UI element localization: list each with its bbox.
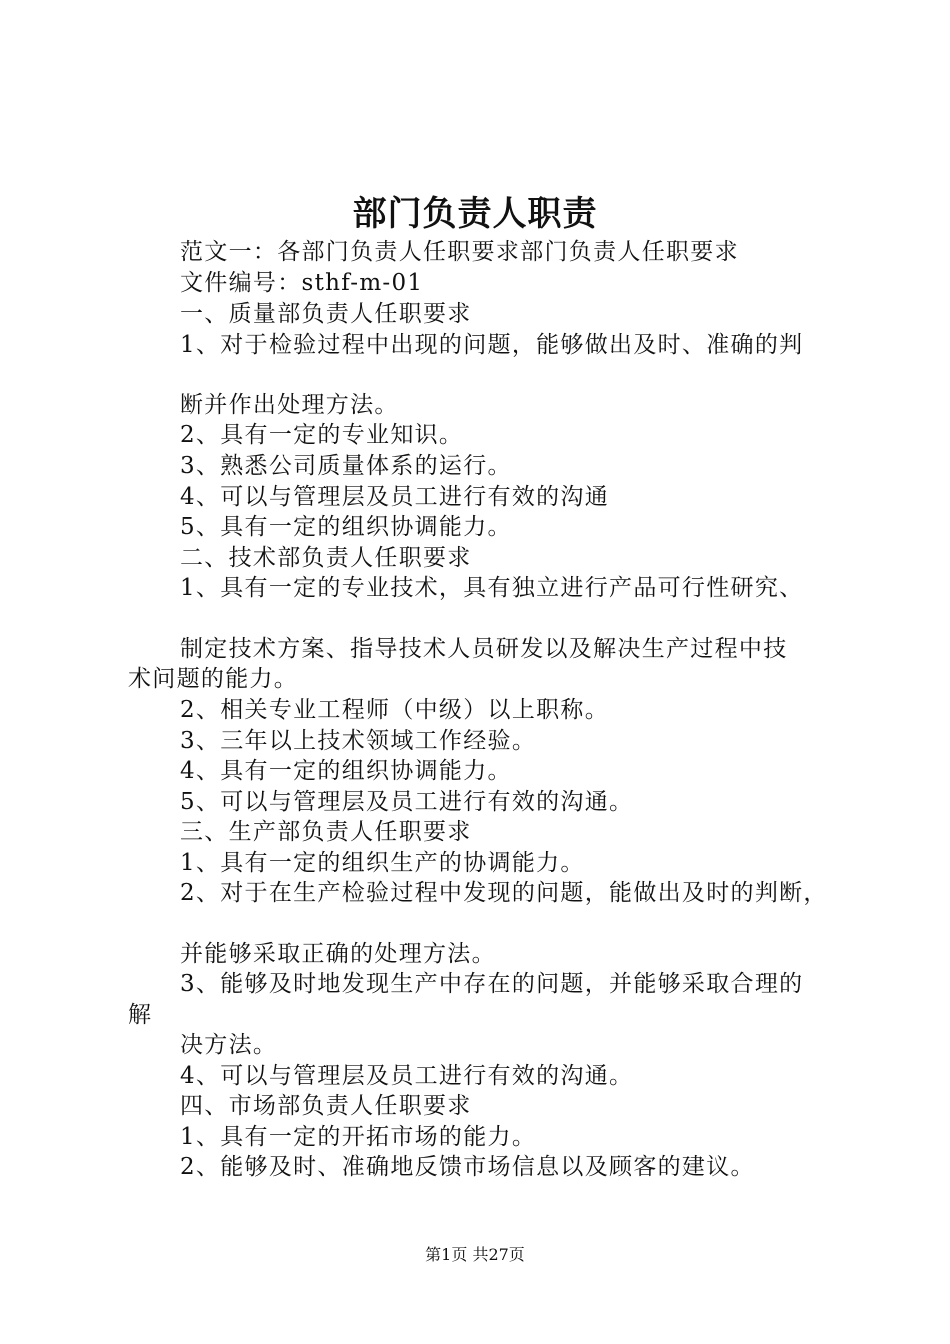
body-line: 三、生产部负责人任职要求: [180, 819, 472, 845]
body-line: 3、熟悉公司质量体系的运行。: [180, 453, 512, 479]
body-line: 制定技术方案、指导技术人员研发以及解决生产过程中技: [180, 636, 788, 662]
body-line: 2、对于在生产检验过程中发现的问题，能做出及时的判断，: [180, 880, 828, 906]
body-line: 1、对于检验过程中出现的问题，能够做出及时、准确的判: [180, 332, 804, 358]
page-title: 部门负责人职责: [352, 194, 598, 234]
page-number-footer: 第1页 共27页: [425, 1245, 525, 1264]
body-line: 3、三年以上技术领域工作经验。: [180, 728, 537, 754]
body-line: 5、可以与管理层及员工进行有效的沟通。: [180, 789, 634, 815]
body-line: 范文一：各部门负责人任职要求部门负责人任职要求: [180, 239, 739, 265]
body-line: 并能够采取正确的处理方法。: [180, 941, 496, 967]
body-line: 1、具有一定的开拓市场的能力。: [180, 1124, 537, 1150]
body-line: 5、具有一定的组织协调能力。: [180, 514, 512, 540]
body-line: 1、具有一定的专业技术，具有独立进行产品可行性研究、: [180, 575, 804, 601]
body-line: 2、具有一定的专业知识。: [180, 422, 464, 448]
body-line: 术问题的能力。: [128, 666, 299, 692]
body-line: 4、可以与管理层及员工进行有效的沟通。: [180, 1063, 634, 1089]
body-line: 断并作出处理方法。: [180, 392, 399, 418]
body-line: 2、能够及时、准确地反馈市场信息以及顾客的建议。: [180, 1154, 755, 1180]
body-line: 文件编号：sthf-m-01: [180, 270, 424, 296]
body-line: 一、质量部负责人任职要求: [180, 301, 472, 327]
body-line: 解: [128, 1002, 153, 1028]
body-line: 2、相关专业工程师（中级）以上职称。: [180, 697, 610, 723]
body-line: 3、能够及时地发现生产中存在的问题，并能够采取合理的: [180, 971, 804, 997]
body-line: 二、技术部负责人任职要求: [180, 545, 472, 571]
body-line: 决方法。: [180, 1032, 278, 1058]
body-line: 4、具有一定的组织协调能力。: [180, 758, 512, 784]
body-line: 4、可以与管理层及员工进行有效的沟通: [180, 484, 610, 510]
body-line: 1、具有一定的组织生产的协调能力。: [180, 850, 585, 876]
body-line: 四、市场部负责人任职要求: [180, 1093, 472, 1119]
